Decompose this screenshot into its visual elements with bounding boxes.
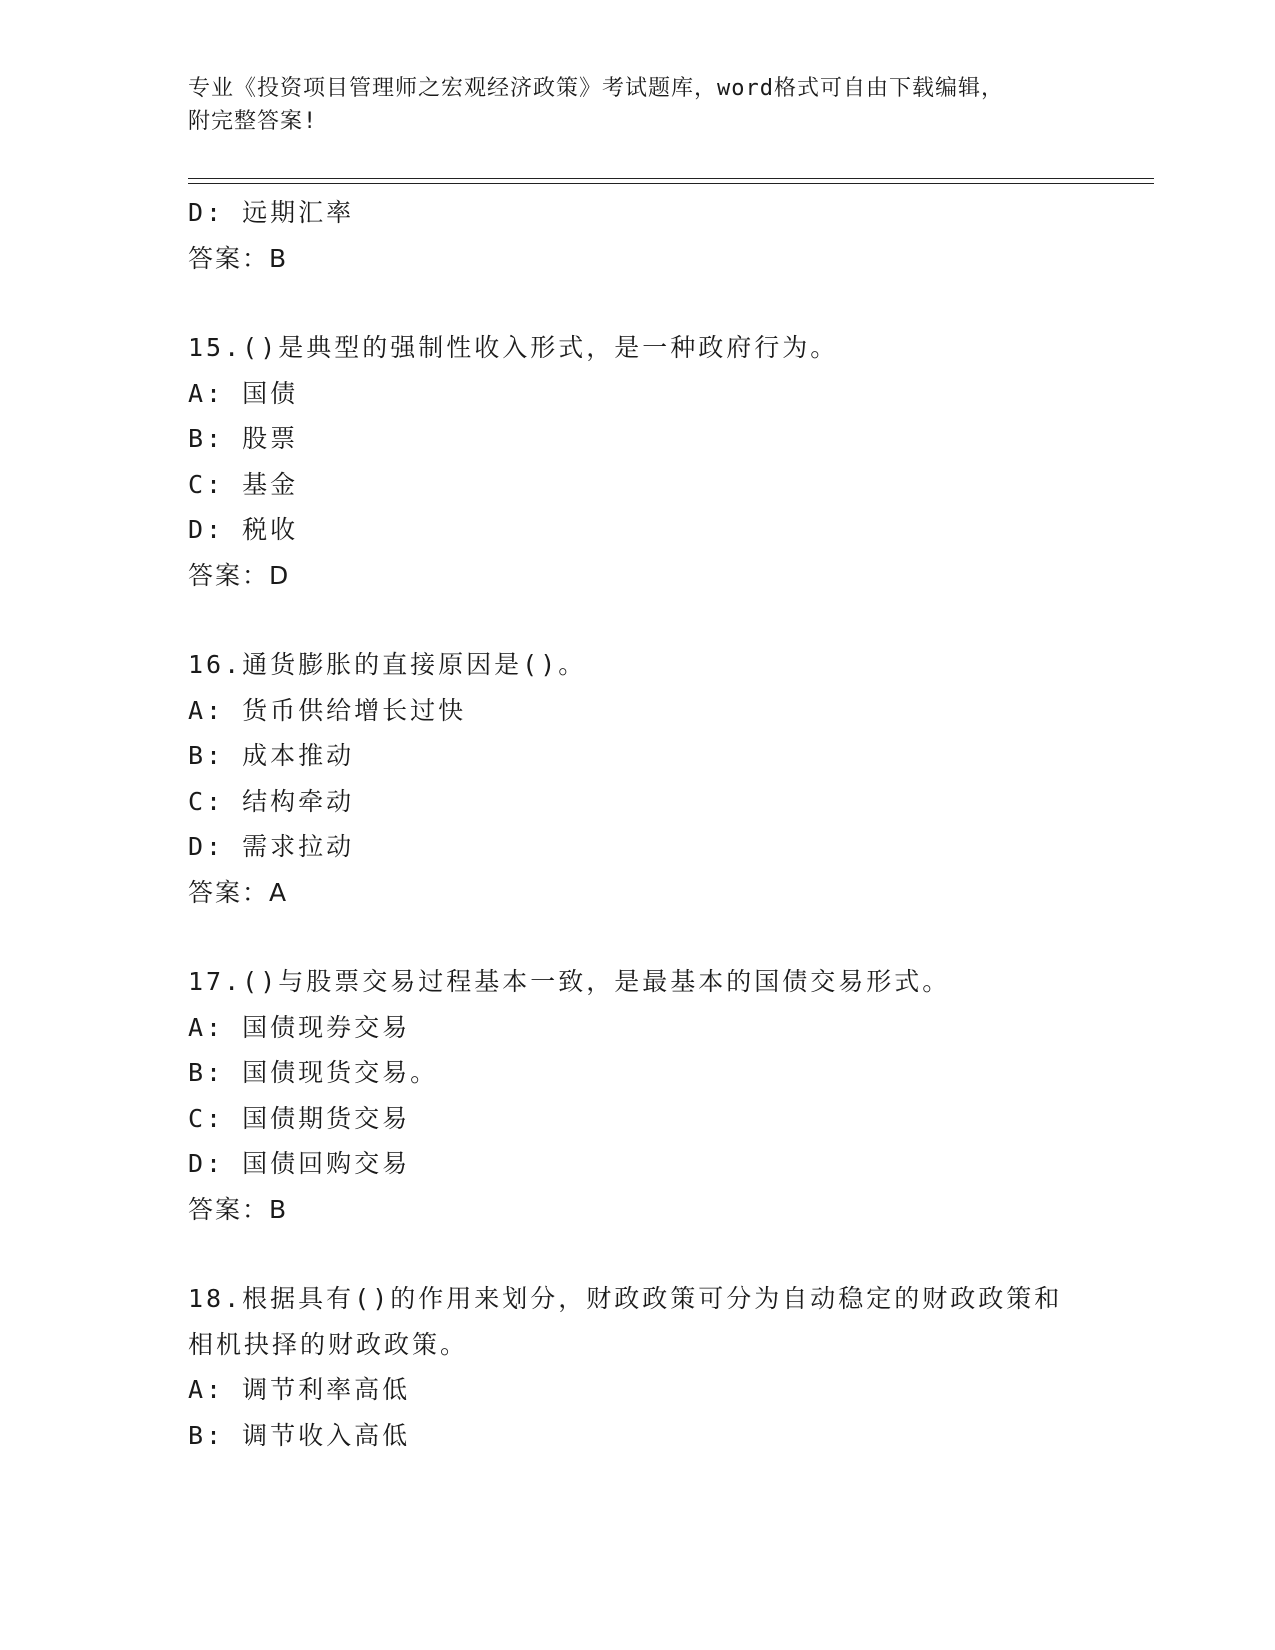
answer-line: 答案：A: [188, 877, 289, 907]
header-divider-top: [188, 178, 1154, 179]
answer-line: 答案：D: [188, 560, 291, 590]
option-d: D: 国债回购交易: [188, 1149, 411, 1178]
option-b: B: 股票: [188, 424, 299, 453]
option-c: C: 基金: [188, 469, 299, 499]
option-c: C: 国债期货交易: [188, 1103, 411, 1133]
header-text-line-2: 附完整答案!: [188, 109, 318, 134]
option-a: A: 国债现券交易: [188, 1012, 411, 1042]
question-block-17: [188, 959, 1118, 1232]
option-a: A: 国债: [188, 378, 299, 408]
header-divider-bottom: [188, 183, 1154, 184]
question-stem-line-2: 相机抉择的财政政策。: [188, 1329, 469, 1359]
question-block-15: [188, 325, 1118, 598]
answer-line: 答案：B: [188, 1194, 289, 1224]
spacer: [188, 598, 1118, 642]
spacer: [188, 281, 1118, 325]
answer-line: 答案：B: [188, 243, 289, 273]
question-stem-line-1: 18.根据具有()的作用来划分，财政政策可分为自动稳定的财政政策和: [188, 1284, 1063, 1313]
option-a: A: 货币供给增长过快: [188, 695, 467, 725]
option-a: A: 调节利率高低: [188, 1375, 411, 1404]
option-b: B: 国债现货交易。: [188, 1058, 439, 1087]
option-b: B: 调节收入高低: [188, 1420, 411, 1450]
option-d: D: 远期汇率: [188, 198, 355, 227]
option-d: D: 需求拉动: [188, 832, 355, 861]
spacer: [188, 1232, 1118, 1276]
option-b: B: 成本推动: [188, 741, 355, 770]
option-d: D: 税收: [188, 515, 299, 544]
spacer: [188, 915, 1118, 959]
option-c: C: 结构牵动: [188, 786, 355, 816]
header-text-line-1: 专业《投资项目管理师之宏观经济政策》考试题库，word格式可自由下载编辑，: [188, 76, 1004, 101]
document-header: [188, 72, 1088, 138]
question-block-16: [188, 642, 1118, 915]
question-list: [188, 190, 1118, 1458]
question-stem: 16.通货膨胀的直接原因是()。: [188, 650, 587, 679]
question-stem: 15.()是典型的强制性收入形式，是一种政府行为。: [188, 333, 839, 362]
question-block-14: [188, 190, 1118, 281]
question-block-18: [188, 1276, 1118, 1458]
question-stem: 17.()与股票交易过程基本一致，是最基本的国债交易形式。: [188, 967, 951, 996]
